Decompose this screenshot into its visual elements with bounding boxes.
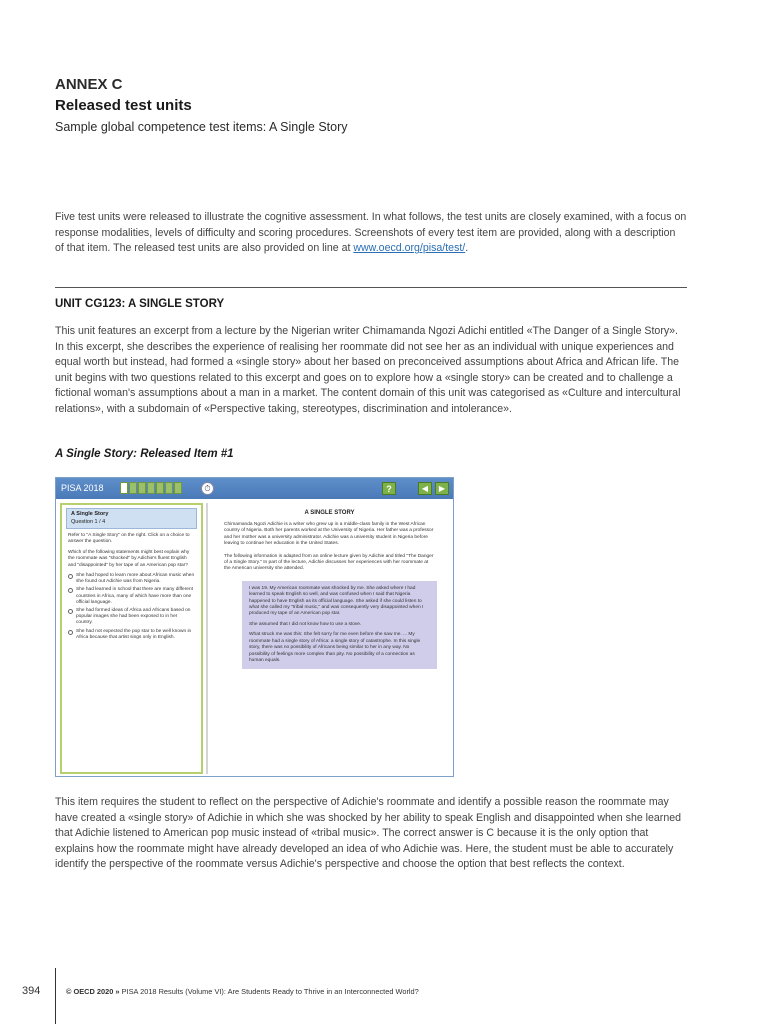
radio-icon[interactable]	[68, 609, 73, 614]
answer-option[interactable]	[68, 608, 195, 627]
help-button[interactable]: ?	[382, 482, 396, 495]
clock-icon: ⏱	[201, 482, 214, 495]
unit-heading: UNIT CG123: A SINGLE STORY	[55, 298, 225, 310]
question-number: Question 1 / 4	[71, 518, 106, 525]
page-title: Released test units	[55, 97, 192, 114]
lecture-quote	[242, 581, 437, 669]
quote-paragraph: She assumed that I did not know how to use a stove.	[249, 621, 362, 627]
pisa-test-link[interactable]: www.oecd.org/pisa/test/	[353, 242, 466, 255]
section-divider	[55, 287, 687, 288]
footer-divider	[55, 968, 56, 1024]
radio-icon[interactable]	[68, 630, 73, 635]
stimulus-pane	[206, 503, 451, 774]
page-subtitle: Sample global competence test items: A Single Story	[55, 120, 348, 134]
quote-paragraph: I was 19. My American roommate was shocked by me. She asked where I had learned to speak English so well, and was confused when I said that Nigeria happened to have English as its official language. She asked if she could listen to what she called my "tribal music," and was consequently very disappointed when I produced my tape of an American pop star.	[249, 585, 424, 617]
unit-name: A Single Story	[71, 511, 109, 517]
previous-button[interactable]: ◀	[418, 482, 432, 495]
answer-option[interactable]	[68, 587, 195, 606]
quote-paragraph: What struck me was this: She felt sorry for me even before she saw me. ... My roommate had a single story of Africa: a single story of catastrophe. In this single story, there was no possibility of Africans being similar to her in any way. No possibility of feelings more complex than pity. No possibility of a connection as human equals.	[249, 632, 421, 663]
footer-separator: »	[115, 987, 120, 996]
progress-segment	[138, 482, 146, 494]
stimulus-title: A SINGLE STORY	[304, 510, 355, 516]
progress-segment	[129, 482, 137, 494]
progress-segment	[147, 482, 155, 494]
publication-title: PISA 2018 Results (Volume VI): Are Students Ready to Thrive in an Interconnected World?	[121, 987, 419, 996]
stimulus-paragraph: The following information is adapted from an online lecture given by Adichie and titled "The Danger of a Single Story." In part of the lecture, Adichie discusses her experiences with her roommate at the American university she attended.	[224, 553, 434, 572]
radio-icon[interactable]	[68, 574, 73, 579]
item-analysis: This item requires the student to reflect on the perspective of Adichie's roommate and identify a possible reason the roommate may have created a «single story» of Adichie in which she was shocked by her ability to speak English and disappointed when she learned that Adichie listened to American pop music instead of «tribal music». The correct answer is C because it is the only option that explains how the roommate might have already developed an idea of who Adichie was. Here, the student must be able to accurately identify the perspective of the roommate versus Adichie's perspective and choose the option that best reflects the context.	[55, 796, 682, 871]
intro-paragraph	[55, 210, 687, 257]
answer-option[interactable]	[68, 573, 195, 585]
unit-description: This unit features an excerpt from a lecture by the Nigerian writer Chimamanda Ngozi Adichi entitled «The Danger of a Single Story». In this excerpt, she describes the experience of realising her roommate did not see her as an individual with unique experiences and equal worth but instead, had formed a «single story» about her based on preconceived assumptions about Africa and African life. The unit begins with two questions related to this excerpt and goes on to explore how a «single story» can be created and to challenge a fictional woman's assumptions about a man in a market. The content domain of this unit was categorised as «Culture and intercultural relations», with a subdomain of «Perspective taking, stereotypes, discrimination and intolerance».	[55, 325, 681, 415]
page-number: 394	[22, 985, 41, 997]
pisa-brand: PISA 2018	[61, 483, 104, 493]
question-header	[66, 508, 197, 529]
radio-icon[interactable]	[68, 588, 73, 593]
test-item-screenshot	[55, 477, 454, 777]
intro-end: .	[465, 242, 469, 255]
footer-citation	[66, 987, 419, 996]
progress-segment	[165, 482, 173, 494]
option-text: She had formed ideas of Africa and Africans based on popular images she had been exposed to in her country.	[76, 608, 191, 626]
option-text: She had not expected the pop star to be well known in Africa because that artist sings only in English.	[76, 628, 192, 640]
next-button[interactable]: ▶	[435, 482, 449, 495]
question-pane	[60, 503, 203, 774]
option-text: She had learned in school that there are many different countries in Africa, many of which have more than one official language.	[76, 587, 193, 605]
intro-text: Five test units were released to illustrate the cognitive assessment. In what follows, the test units are closely examined, with a focus on response modalities, levels of difficulty and scoring procedures. Screenshots of every test item are provided, along with a description of that item. The released test units are also provided on line at	[55, 211, 687, 255]
question-instruction: Refer to "A Single Story" on the right. Click on a choice to answer the question.	[68, 533, 190, 545]
progress-indicator	[120, 482, 182, 494]
progress-segment	[174, 482, 182, 494]
question-prompt: Which of the following statements might best explain why the roommate was "shocked" by Adichie's fluent English and "disappointed" by her tape of an American pop star?	[68, 549, 190, 568]
annex-label: ANNEX C	[55, 76, 123, 93]
progress-segment	[156, 482, 164, 494]
progress-segment	[120, 482, 128, 494]
copyright: © OECD 2020	[66, 987, 114, 996]
stimulus-paragraph: Chimamanda Ngozi Adichie is a writer who grew up in a middle-class family in the West African country of Nigeria. Both her parents worked at the University of Nigeria. Her father was a professor and her mother was a university administrator. Adichie was a university student in Nigeria before leaving to continue her education in the United States.	[224, 522, 434, 547]
option-text: She had hoped to learn more about African music when she found out Adichie was from Nigeria.	[76, 573, 195, 585]
item-heading: A Single Story: Released Item #1	[55, 448, 234, 460]
screenshot-toolbar	[56, 478, 453, 499]
answer-option[interactable]	[68, 629, 195, 641]
